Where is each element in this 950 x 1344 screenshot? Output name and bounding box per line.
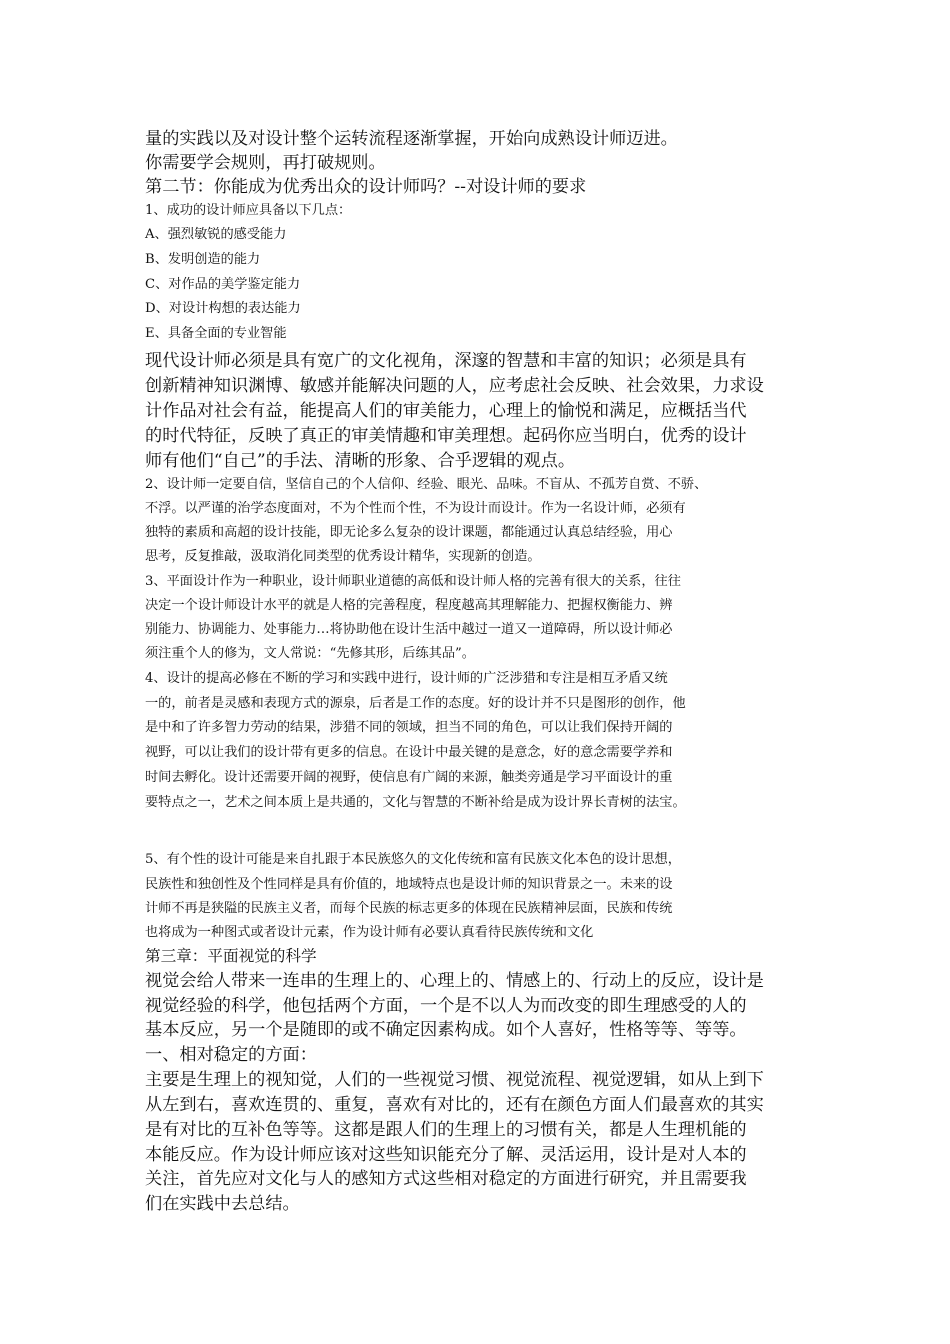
text-line: 创新精神知识渊博、敏感并能解决问题的人，应考虑社会反映、社会效果，力求设: [145, 376, 764, 396]
text-line: 须注重个人的修为，文人常说：“先修其形，后练其品”。: [145, 646, 475, 661]
subsection-heading: 一、相对稳定的方面：: [145, 1045, 317, 1065]
text-line: 现代设计师必须是具有宽广的文化视角，深邃的智慧和丰富的知识；必须是具有: [145, 351, 747, 371]
list-item: B、发明创造的能力: [145, 252, 261, 267]
text-line: 别能力、协调能力、处事能力…将协助他在设计生活中越过一道又一道障碍，所以设计师必: [145, 622, 673, 637]
text-line: 也将成为一种图式或者设计元素，作为设计师有必要认真看待民族传统和文化: [145, 925, 594, 940]
text-line: 2、设计师一定要自信，坚信自己的个人信仰、经验、眼光、品味。不盲从、不孤芳自赏、不骄、: [145, 477, 708, 492]
text-line: 计作品对社会有益，能提高人们的审美能力，心理上的愉悦和满足，应概括当代: [145, 401, 747, 421]
text-line: 你需要学会规则，再打破规则。: [145, 153, 386, 173]
text-line: 的时代特征，反映了真正的审美情趣和审美理想。起码你应当明白，优秀的设计: [145, 426, 747, 446]
text-line: 要特点之一，艺术之间本质上是共通的，文化与智慧的不断补给是成为设计界长青树的法宝。: [145, 795, 686, 810]
text-line: 思考，反复推敲，汲取消化同类型的优秀设计精华，实现新的创造。: [145, 549, 541, 564]
text-line: 一的，前者是灵感和表现方式的源泉，后者是工作的态度。好的设计并不只是图形的创作，他: [145, 696, 686, 711]
text-line: 视觉会给人带来一连串的生理上的、心理上的、情感上的、行动上的反应，设计是: [145, 971, 764, 991]
text-line: 是有对比的互补色等等。这都是跟人们的生理上的习惯有关，都是人生理机能的: [145, 1120, 747, 1140]
text-line: 视觉经验的科学，他包括两个方面，一个是不以人为而改变的即生理感受的人的: [145, 996, 747, 1016]
section-heading: 第二节：你能成为优秀出众的设计师吗？--对设计师的要求: [145, 177, 587, 197]
text-line: 3、平面设计作为一种职业，设计师职业道德的高低和设计师人格的完善有很大的关系，往往: [145, 574, 681, 589]
text-line: 关注，首先应对文化与人的感知方式这些相对稳定的方面进行研究，并且需要我: [145, 1169, 747, 1189]
text-line: 视野，可以让我们的设计带有更多的信息。在设计中最关键的是意念，好的意念需要学养和: [145, 745, 673, 760]
text-line: 决定一个设计师设计水平的就是人格的完善程度，程度越高其理解能力、把握权衡能力、辨: [145, 598, 673, 613]
text-line: 从左到右，喜欢连贯的、重复，喜欢有对比的，还有在颜色方面人们最喜欢的其实: [145, 1095, 764, 1115]
text-line: 4、设计的提高必修在不断的学习和实践中进行，设计师的广泛涉猎和专注是相互矛盾又统: [145, 671, 668, 686]
text-line: 们在实践中去总结。: [145, 1194, 300, 1214]
chapter-heading: 第三章：平面视觉的科学: [145, 947, 317, 965]
list-item: C、对作品的美学鉴定能力: [145, 277, 301, 292]
text-line: 时间去孵化。设计还需要开阔的视野，使信息有广阔的来源，触类旁通是学习平面设计的重: [145, 770, 673, 785]
text-line: 基本反应，另一个是随即的或不确定因素构成。如个人喜好，性格等等、等等。: [145, 1020, 747, 1040]
text-line: 1、成功的设计师应具备以下几点：: [145, 203, 352, 218]
text-line: 独特的素质和高超的设计技能，即无论多么复杂的设计课题，都能通过认真总结经验，用心: [145, 525, 673, 540]
text-line: 主要是生理上的视知觉，人们的一些视觉习惯、视觉流程、视觉逻辑，如从上到下: [145, 1070, 764, 1090]
text-line: 量的实践以及对设计整个运转流程逐渐掌握，开始向成熟设计师迈进。: [145, 129, 678, 149]
text-line: 师有他们“自己”的手法、清晰的形象、合乎逻辑的观点。: [145, 451, 576, 471]
list-item: A、强烈敏锐的感受能力: [145, 227, 287, 242]
text-line: 民族性和独创性及个性同样是具有价值的，地域特点也是设计师的知识背景之一。未来的设: [145, 877, 673, 892]
text-line: 是中和了许多智力劳动的结果，涉猎不同的领域，担当不同的角色，可以让我们保持开阔的: [145, 720, 673, 735]
text-line: 本能反应。作为设计师应该对这些知识能充分了解、灵活运用，设计是对人本的: [145, 1145, 747, 1165]
list-item: E、具备全面的专业智能: [145, 326, 287, 341]
text-line: 5、有个性的设计可能是来自扎跟于本民族悠久的文化传统和富有民族文化本色的设计思想，: [145, 852, 681, 867]
text-line: 不浮。以严谨的治学态度面对，不为个性而个性，不为设计而设计。作为一名设计师，必须有: [145, 501, 686, 516]
list-item: D、对设计构想的表达能力: [145, 301, 301, 316]
text-line: 计师不再是狭隘的民族主义者，而每个民族的标志更多的体现在民族精神层面，民族和传统: [145, 901, 673, 916]
